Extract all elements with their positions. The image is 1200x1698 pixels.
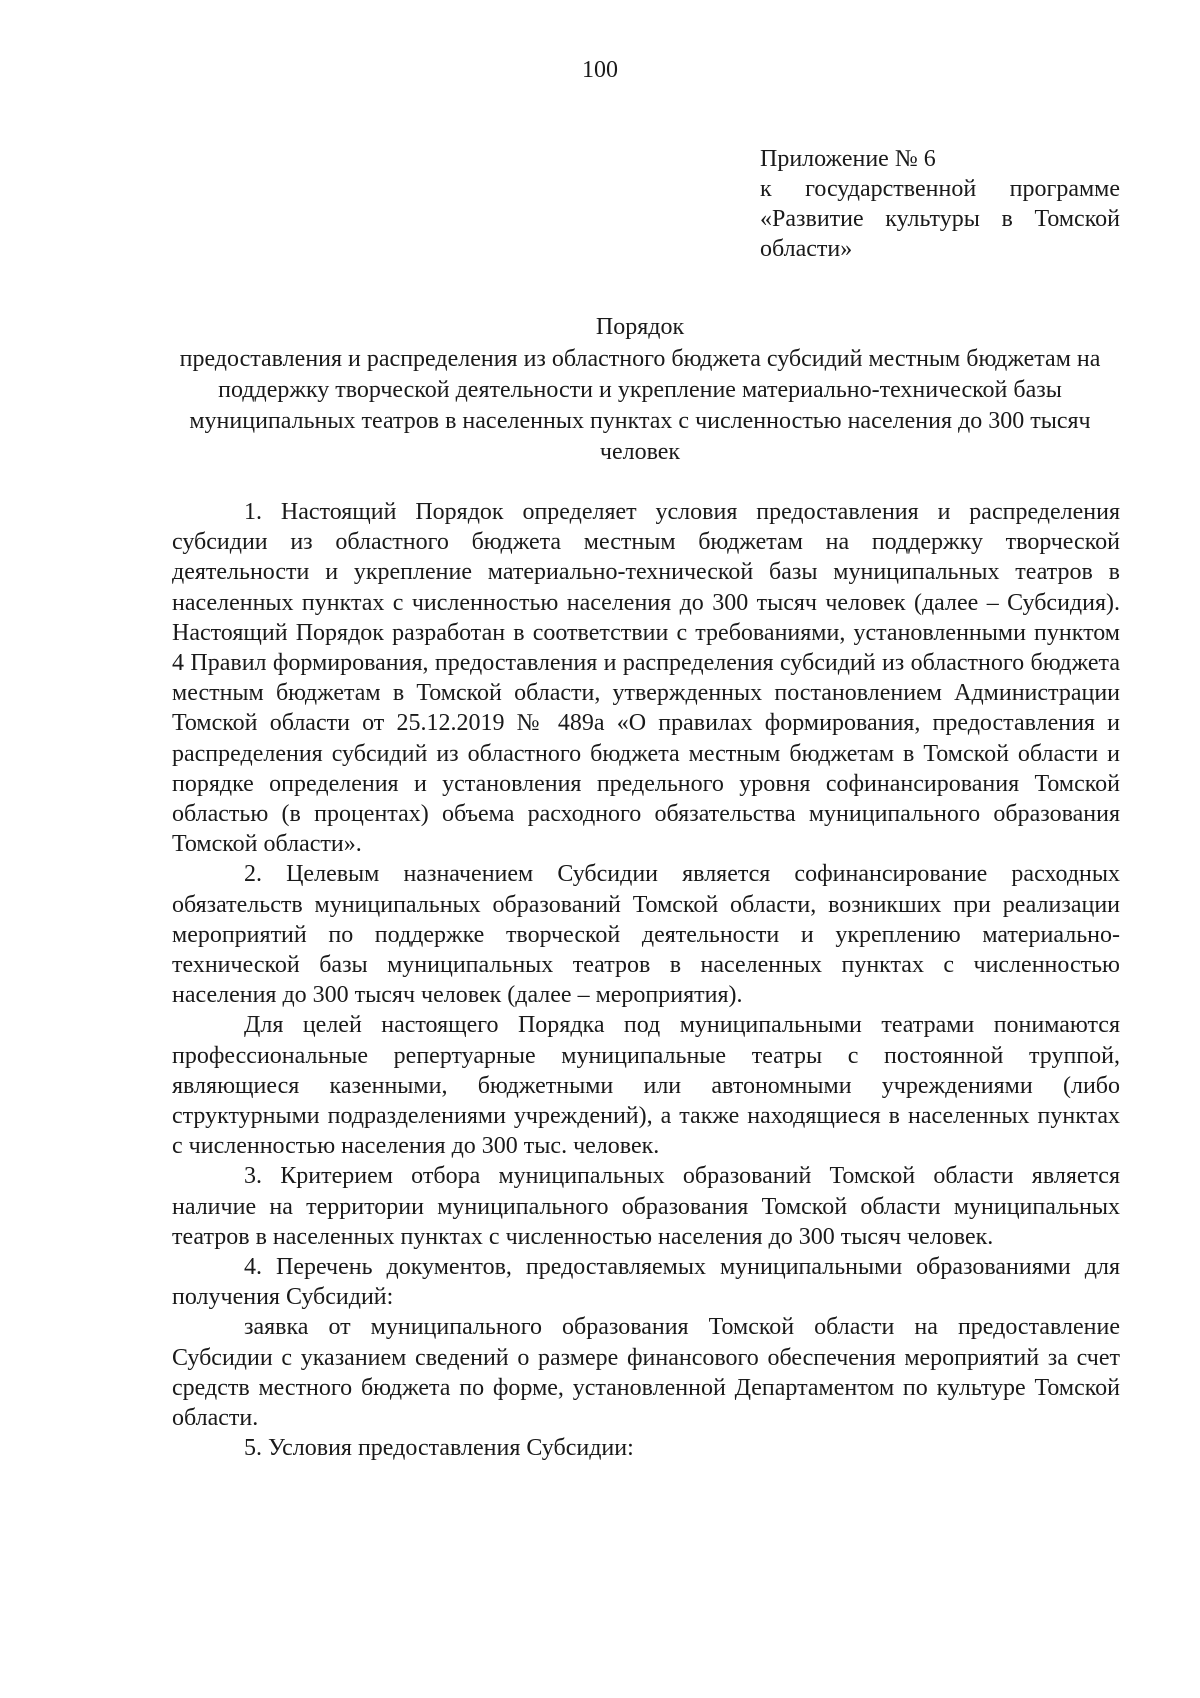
appendix-line-3: «Развитие культуры в Томской [760, 206, 1120, 232]
paragraph-5: 5. Условия предоставления Субсидии: [244, 1435, 634, 1462]
paragraph-1: 1. Настоящий Порядок определяет условия предоставления и распределения субсидии из областного бюджета местным бюджетам на поддержку творческой деятельности и укрепление материально-технической базы муниципальных театров в населенных пунктах с численностью населения до 300 тысяч человек (далее – Субсидия). Настоящий Порядок разработан в соответствии с требованиями, установленными пунктом 4 Правил формирования, предоставления и распределения субсидий из областного бюджета местным бюджетам в Томской области, утвержденных постановлением Администрации Томской области от 25.12.2019 № 489а «О правилах формирования, предоставления и распределения субсидий из областного бюджета местным бюджетам в Томской области и порядке определения и установления предельного уровня софинансирования Томской областью (в процентах) объема расходного обязательства муниципального образования Томской области». [172, 499, 1120, 858]
title-main: Порядок [595, 314, 685, 340]
paragraph-2-definition: Для целей настоящего Порядка под муниципальными театрами понимаются профессиональные репертуарные муниципальные театры с постоянной труппой, являющиеся казенными, бюджетными или автономными учреждениями (либо структурными подразделениями учреждений), а также находящиеся в населенных пунктах с численностью населения до 300 тыс. человек. [172, 1012, 1120, 1160]
paragraph-4: 4. Перечень документов, предоставляемых муниципальными образованиями для получения Субсидий: [172, 1254, 1120, 1311]
appendix-line-1: Приложение № 6 [760, 146, 936, 172]
page-number: 100 [582, 57, 618, 83]
paragraph-3: 3. Критерием отбора муниципальных образований Томской области является наличие на территории муниципального образования Томской области муниципальных театров в населенных пунктах с численностью населения до 300 тысяч человек. [172, 1163, 1120, 1250]
title-subtitle: предоставления и распределения из областного бюджета субсидий местным бюджетам на поддержку творческой деятельности и укрепление материально-технической базы муниципальных театров в населенных пунктах с численностью населения до 300 тысяч человек [179, 346, 1101, 465]
appendix-line-4: области» [760, 236, 853, 262]
document-body [172, 497, 1120, 1464]
document-title [160, 312, 1120, 468]
appendix-line-2: к государственной программе [760, 176, 1120, 202]
appendix-reference [760, 144, 1120, 264]
paragraph-2: 2. Целевым назначением Субсидии является софинансирование расходных обязательств муниципальных образований Томской области, возникших при реализации мероприятий по поддержке творческой деятельности и укреплению материально-технической базы муниципальных театров в населенных пунктах с численностью населения до 300 тысяч человек (далее – мероприятия). [172, 861, 1120, 1009]
paragraph-4-application: заявка от муниципального образования Томской области на предоставление Субсидии с указанием сведений о размере финансового обеспечения мероприятий за счет средств местного бюджета по форме, установленной Департаментом по культуре Томской области. [172, 1314, 1120, 1432]
